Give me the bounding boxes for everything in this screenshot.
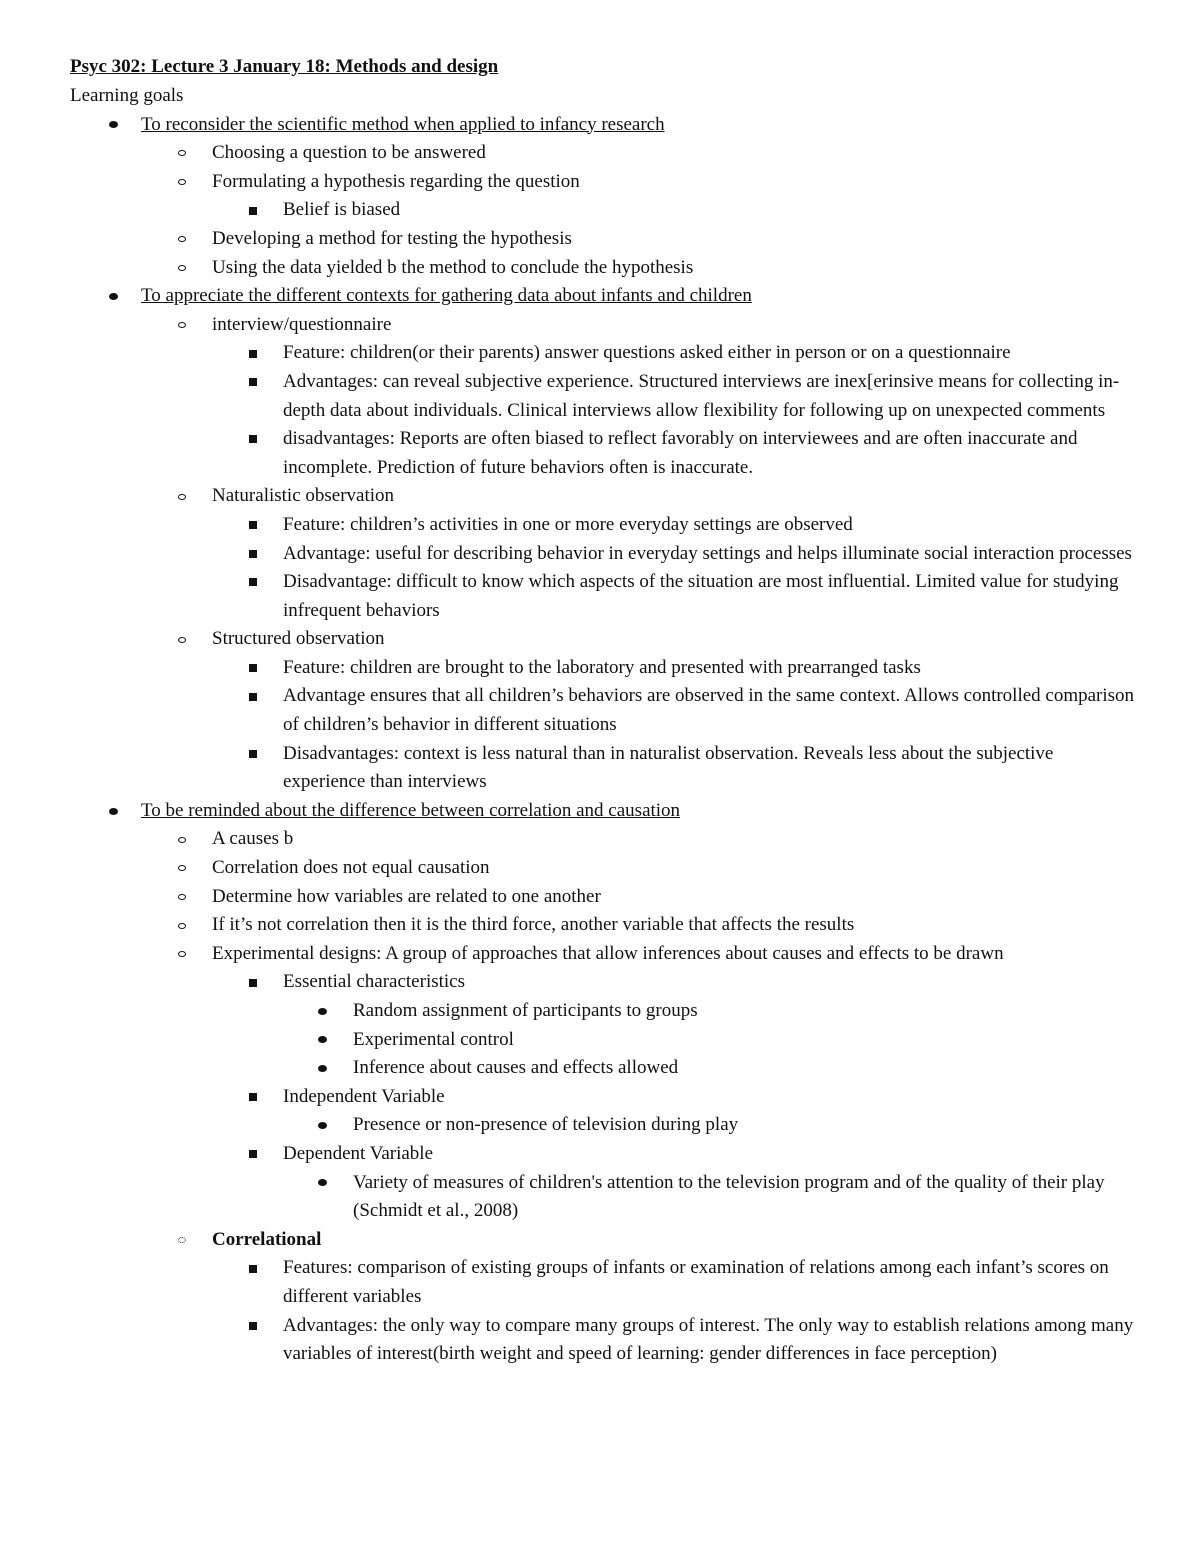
list-item: Inference about causes and effects allowed	[70, 1054, 1140, 1083]
list-item: Structured observation	[70, 625, 1140, 654]
square-bullet-icon	[246, 682, 260, 711]
square-bullet-icon	[246, 1140, 260, 1169]
square-bullet-icon	[246, 425, 260, 454]
filled-bullet-icon	[315, 1111, 329, 1140]
list-item: Experimental control	[70, 1026, 1140, 1055]
list-item: Disadvantages: context is less natural than in naturalist observation. Reveals less about the subjective experience than interviews	[70, 740, 1140, 797]
square-bullet-icon	[246, 968, 260, 997]
hollow-bullet-icon	[175, 139, 189, 168]
square-bullet-icon	[246, 740, 260, 769]
list-item: Experimental designs: A group of approaches that allow inferences about causes and effects to be drawn	[70, 940, 1140, 969]
list-item: Presence or non-presence of television during play	[70, 1111, 1140, 1140]
list-item: Belief is biased	[70, 196, 1140, 225]
filled-bullet-icon	[315, 1054, 329, 1083]
hollow-bullet-icon	[175, 1226, 189, 1255]
list-item: Determine how variables are related to one another	[70, 883, 1140, 912]
list-item: Disadvantage: difficult to know which aspects of the situation are most influential. Limited value for studying infrequent behaviors	[70, 568, 1140, 625]
goal-3: To be reminded about the difference between correlation and causation	[70, 797, 1140, 826]
hollow-bullet-icon	[175, 625, 189, 654]
square-bullet-icon	[246, 1083, 260, 1112]
list-item: Choosing a question to be answered	[70, 139, 1140, 168]
learning-goals-label: Learning goals	[70, 85, 184, 106]
square-bullet-icon	[246, 1254, 260, 1283]
hollow-bullet-icon	[175, 854, 189, 883]
hollow-bullet-icon	[175, 911, 189, 940]
list-item: Advantages: can reveal subjective experience. Structured interviews are inex[erinsive means for collecting in-depth data about individuals. Clinical interviews allow flexibility for following up on unexpected comments	[70, 368, 1140, 425]
square-bullet-icon	[246, 511, 260, 540]
hollow-bullet-icon	[175, 254, 189, 283]
filled-bullet-icon	[106, 111, 120, 140]
list-item: Variety of measures of children's attention to the television program and of the quality of their play (Schmidt et al., 2008)	[70, 1169, 1140, 1226]
list-item: Formulating a hypothesis regarding the question	[70, 168, 1140, 197]
list-item: Independent Variable	[70, 1083, 1140, 1112]
square-bullet-icon	[246, 196, 260, 225]
list-item: Features: comparison of existing groups of infants or examination of relations among each infant’s scores on different variables	[70, 1254, 1140, 1311]
list-item: Developing a method for testing the hypothesis	[70, 225, 1140, 254]
list-item: Naturalistic observation	[70, 482, 1140, 511]
list-item: Using the data yielded b the method to conclude the hypothesis	[70, 254, 1140, 283]
list-item: A causes b	[70, 825, 1140, 854]
goal-1: To reconsider the scientific method when applied to infancy research	[70, 111, 1140, 140]
list-item: Advantage: useful for describing behavior in everyday settings and helps illuminate social interaction processes	[70, 540, 1140, 569]
list-item: Dependent Variable	[70, 1140, 1140, 1169]
list-item: disadvantages: Reports are often biased to reflect favorably on interviewees and are often inaccurate and incomplete. Prediction of future behaviors often is inaccurate.	[70, 425, 1140, 482]
list-item: Feature: children(or their parents) answer questions asked either in person or on a questionnaire	[70, 339, 1140, 368]
list-item: Correlational	[70, 1226, 1140, 1255]
list-item: Advantages: the only way to compare many groups of interest. The only way to establish relations among many variables of interest(birth weight and speed of learning: gender differences in face perception)	[70, 1312, 1140, 1369]
list-item: Correlation does not equal causation	[70, 854, 1140, 883]
square-bullet-icon	[246, 654, 260, 683]
list-item: Essential characteristics	[70, 968, 1140, 997]
page-title: Psyc 302: Lecture 3 January 18: Methods and design	[70, 56, 499, 77]
list-item: If it’s not correlation then it is the third force, another variable that affects the results	[70, 911, 1140, 940]
filled-bullet-icon	[315, 1026, 329, 1055]
list-item: Random assignment of participants to groups	[70, 997, 1140, 1026]
square-bullet-icon	[246, 339, 260, 368]
hollow-bullet-icon	[175, 225, 189, 254]
list-item: Feature: children’s activities in one or more everyday settings are observed	[70, 511, 1140, 540]
goal-2: To appreciate the different contexts for gathering data about infants and children	[70, 282, 1140, 311]
square-bullet-icon	[246, 368, 260, 397]
hollow-bullet-icon	[175, 168, 189, 197]
list-item: interview/questionnaire	[70, 311, 1140, 340]
square-bullet-icon	[246, 540, 260, 569]
filled-bullet-icon	[106, 797, 120, 826]
filled-bullet-icon	[315, 1169, 329, 1198]
hollow-bullet-icon	[175, 482, 189, 511]
square-bullet-icon	[246, 568, 260, 597]
hollow-bullet-icon	[175, 825, 189, 854]
hollow-bullet-icon	[175, 883, 189, 912]
document-page	[70, 52, 1140, 1369]
hollow-bullet-icon	[175, 940, 189, 969]
filled-bullet-icon	[106, 282, 120, 311]
list-item: Advantage ensures that all children’s behaviors are observed in the same context. Allows controlled comparison of children’s behavior in different situations	[70, 682, 1140, 739]
square-bullet-icon	[246, 1312, 260, 1341]
hollow-bullet-icon	[175, 311, 189, 340]
list-item: Feature: children are brought to the laboratory and presented with prearranged tasks	[70, 654, 1140, 683]
filled-bullet-icon	[315, 997, 329, 1026]
